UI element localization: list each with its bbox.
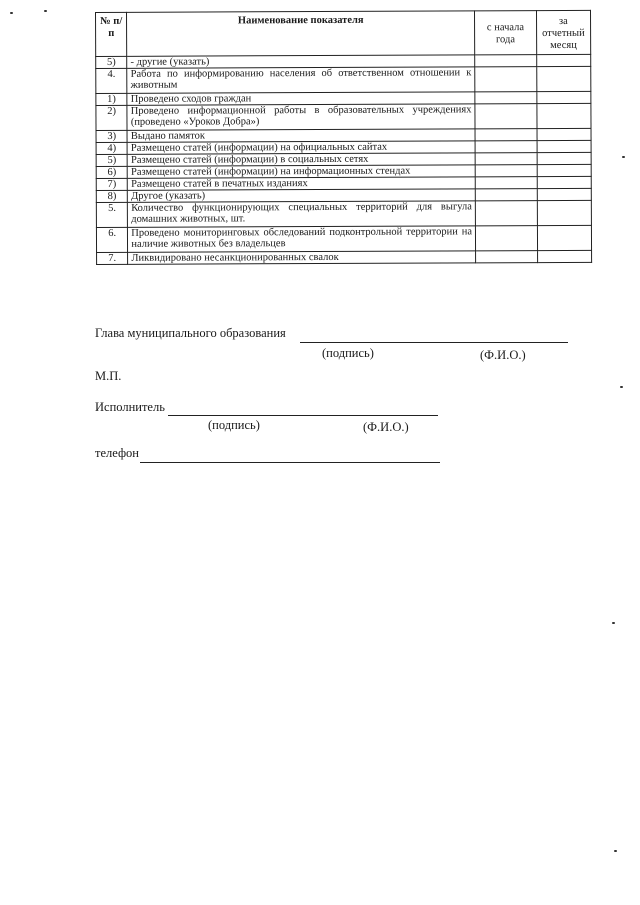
row-value-from-year-start[interactable] xyxy=(475,189,537,201)
row-value-reporting-month[interactable] xyxy=(537,200,591,225)
scan-speck xyxy=(620,386,623,388)
head-fio-caption: (Ф.И.О.) xyxy=(480,348,526,362)
row-indicator-name: Ликвидировано несанкционированных свалок xyxy=(128,251,476,265)
scan-speck xyxy=(612,622,615,624)
row-value-reporting-month[interactable] xyxy=(537,250,591,262)
row-value-reporting-month[interactable] xyxy=(537,176,591,188)
row-indicator-name: Количество функционирующих специальных территорий для выгула домашних животных, шт. xyxy=(128,201,476,228)
head-signature-line xyxy=(300,342,568,343)
row-indicator-name: Выдано памяток xyxy=(127,129,475,143)
row-indicator-name: Проведено информационной работы в образовательных учреждениях (проведено «Уроков Добра») xyxy=(127,104,475,131)
executor-label: Исполнитель xyxy=(95,400,165,414)
table-header-row xyxy=(96,10,591,56)
row-number: 5) xyxy=(96,56,127,68)
row-value-reporting-month[interactable] xyxy=(537,103,591,128)
row-indicator-name: Работа по информированию населения об ответственном отношении к животным xyxy=(127,67,475,94)
row-value-from-year-start[interactable] xyxy=(475,104,537,129)
row-value-reporting-month[interactable] xyxy=(537,152,591,164)
row-number: 6. xyxy=(96,227,127,252)
executor-sign-caption: (подпись) xyxy=(208,418,260,432)
row-number: 1) xyxy=(96,93,127,105)
row-value-from-year-start[interactable] xyxy=(475,92,537,104)
phone-label: телефон xyxy=(95,446,139,460)
row-value-from-year-start[interactable] xyxy=(475,129,537,141)
row-indicator-name: Проведено мониторинговых обследований подконтрольной территории на наличие животных без владельцев xyxy=(128,226,476,253)
row-number: 5. xyxy=(96,202,127,227)
row-value-from-year-start[interactable] xyxy=(475,165,537,177)
row-value-reporting-month[interactable] xyxy=(537,225,591,250)
row-value-reporting-month[interactable] xyxy=(537,164,591,176)
executor-signature-line xyxy=(168,415,438,416)
row-value-from-year-start[interactable] xyxy=(475,177,537,189)
row-value-from-year-start[interactable] xyxy=(475,153,537,165)
row-value-reporting-month[interactable] xyxy=(537,91,591,103)
scan-speck xyxy=(44,10,47,12)
row-indicator-name: - другие (указать) xyxy=(127,55,475,69)
table-body xyxy=(96,54,592,264)
row-value-reporting-month[interactable] xyxy=(536,66,590,91)
row-indicator-name: Размещено статей (информации) на официальных сайтах xyxy=(127,141,475,155)
row-value-from-year-start[interactable] xyxy=(476,251,538,263)
row-number: 7) xyxy=(96,178,127,190)
scan-speck xyxy=(10,12,13,14)
executor-fio-caption: (Ф.И.О.) xyxy=(363,420,409,434)
header-from-year-start: с начала года xyxy=(475,11,537,55)
row-number: 7. xyxy=(97,252,128,264)
header-reporting-month: за отчетный месяц xyxy=(536,10,591,54)
row-indicator-name: Проведено сходов граждан xyxy=(127,92,475,106)
row-value-reporting-month[interactable] xyxy=(537,140,591,152)
row-number: 8) xyxy=(96,190,127,202)
scan-speck xyxy=(614,850,617,852)
table-row xyxy=(97,250,592,264)
phone-line xyxy=(140,462,440,463)
table-row xyxy=(96,200,591,227)
row-number: 5) xyxy=(96,154,127,166)
row-value-from-year-start[interactable] xyxy=(475,67,537,92)
row-indicator-name: Размещено статей (информации) в социальных сетях xyxy=(127,153,475,167)
stamp-label: М.П. xyxy=(95,369,122,383)
table-row xyxy=(96,225,591,252)
indicators-table xyxy=(95,10,592,265)
row-number: 4) xyxy=(96,142,127,154)
row-number: 3) xyxy=(96,130,127,142)
row-value-reporting-month[interactable] xyxy=(537,128,591,140)
row-value-from-year-start[interactable] xyxy=(475,141,537,153)
scan-speck xyxy=(622,156,625,158)
table-row xyxy=(96,103,591,130)
row-value-reporting-month[interactable] xyxy=(536,54,590,66)
row-value-from-year-start[interactable] xyxy=(475,55,537,67)
row-indicator-name: Размещено статей (информации) на информационных стендах xyxy=(128,165,476,179)
row-value-from-year-start[interactable] xyxy=(475,201,537,226)
head-sign-caption: (подпись) xyxy=(322,346,374,360)
header-name: Наименование показателя xyxy=(127,11,475,57)
row-number: 2) xyxy=(96,105,127,130)
row-number: 4. xyxy=(96,68,127,93)
row-value-reporting-month[interactable] xyxy=(537,188,591,200)
head-label: Глава муниципального образования xyxy=(95,326,286,340)
table-row xyxy=(96,66,591,93)
row-indicator-name: Размещено статей в печатных изданиях xyxy=(128,177,476,191)
row-value-from-year-start[interactable] xyxy=(476,226,538,251)
row-indicator-name: Другое (указать) xyxy=(128,189,476,203)
header-num: № п/п xyxy=(96,12,128,56)
row-number: 6) xyxy=(96,166,127,178)
